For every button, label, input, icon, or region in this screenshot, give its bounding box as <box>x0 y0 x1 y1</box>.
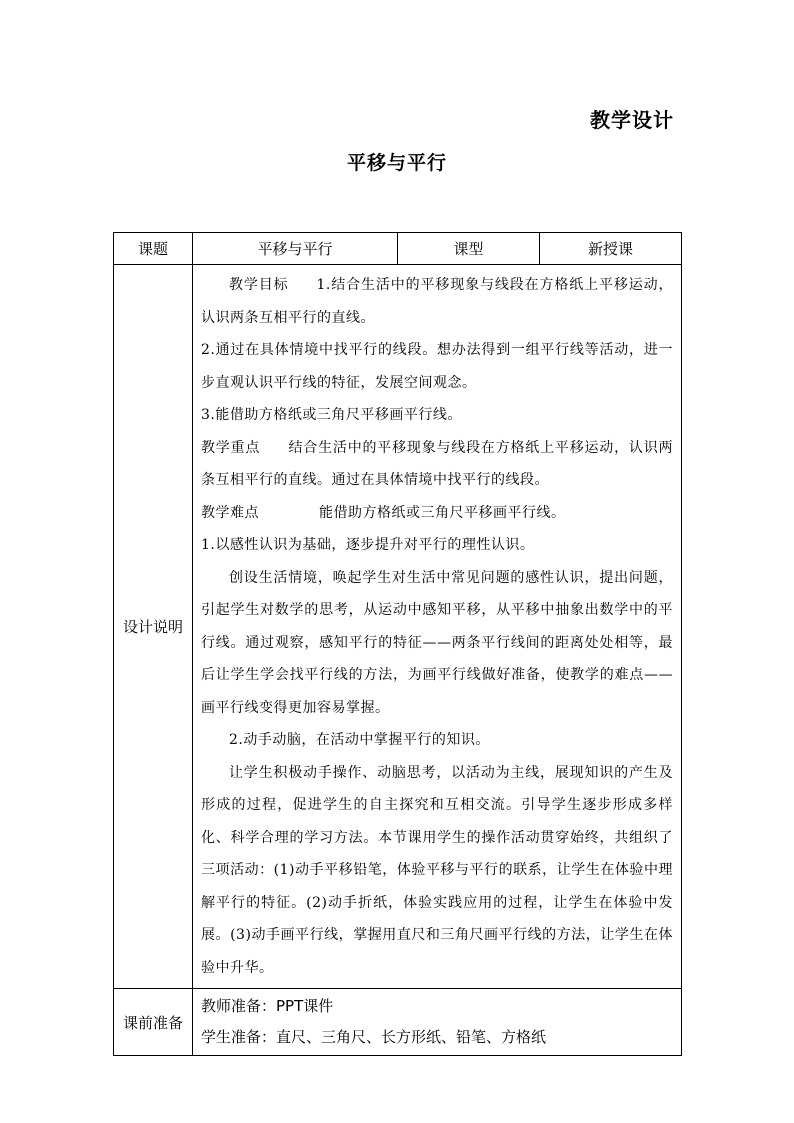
difficulty-label: 教学难点 <box>201 504 259 521</box>
point-1-heading: 1.以感性认识为基础，逐步提升对平行的理性认识。 <box>201 537 535 553</box>
point-2-detail: 让学生积极动手操作、动脑思考，以活动为主线，展现知识的产生及形成的过程，促进学生的自主探究和互相交流。引导学生逐步形成多样化、科学合理的学习方法。本节课用学生的操作活动贯穿始终，共组织了三项活动：(1)动手平移铅笔，体验平移与平行的联系，让学生在体验中理解平行的特征。(2)动手折纸，体验实践应用的过程，让学生在体验中发展。(3)动手画平行线，掌握用直尺和三角尺画平行线的方法，让学生在体验中升华。 <box>201 764 673 976</box>
student-prep-text: 学生准备：直尺、三角尺、长方形纸、铅笔、方格纸 <box>201 1028 547 1046</box>
goal-1-text: 1.结合生活中的平移现象与线段在方格纸上平移运动，认识两条互相平行的直线。 <box>201 277 674 326</box>
lesson-plan-table <box>113 232 682 1056</box>
type-value-cell: 新授课 <box>540 233 682 265</box>
key-text: 结合生活中的平移现象与线段在方格纸上平移运动，认识两条互相平行的直线。通过在具体情境中找平行的线段。 <box>201 439 674 488</box>
key-label: 教学重点 <box>201 439 261 456</box>
key-paragraph <box>201 432 673 497</box>
goals-label: 教学目标 <box>229 277 289 293</box>
difficulty-paragraph <box>201 497 673 530</box>
course-label-cell: 课题 <box>114 233 193 265</box>
type-label-cell: 课型 <box>398 233 540 265</box>
goals-paragraph <box>201 269 673 334</box>
course-value-cell: 平移与平行 <box>193 233 398 265</box>
table-row <box>114 233 682 265</box>
difficulty-text: 能借助方格纸或三角尺平移画平行线。 <box>319 504 566 521</box>
table-row <box>114 989 682 1056</box>
table-row <box>114 265 682 989</box>
prep-content-cell <box>193 989 682 1056</box>
prep-label-cell: 课前准备 <box>114 989 193 1056</box>
point-2-heading: 2.动手动脑，在活动中掌握平行的知识。 <box>229 732 490 748</box>
lesson-title: 平移与平行 <box>346 152 447 174</box>
teacher-prep-text: 教师准备：PPT课件 <box>201 997 334 1015</box>
design-content-cell <box>193 265 682 989</box>
goal-3-text: 3.能借助方格纸或三角尺平移画平行线。 <box>201 407 462 423</box>
point-1-detail: 创设生活情境，唤起学生对生活中常见问题的感性认识，提出问题，引起学生对数学的思考，从运动中感知平移，从平移中抽象出数学中的平行线。通过观察，感知平行的特征——两条平行线间的距离处处相等，最后让学生学会找平行线的方法，为画平行线做好准备，使教学的难点——画平行线变得更加容易掌握。 <box>201 569 673 716</box>
document-header-label: 教学设计 <box>590 108 674 132</box>
design-label-cell: 设计说明 <box>114 265 193 989</box>
goal-2-text: 2.通过在具体情境中找平行的线段。想办法得到一组平行线等活动，进一步直观认识平行线的特征，发展空间观念。 <box>201 342 673 391</box>
